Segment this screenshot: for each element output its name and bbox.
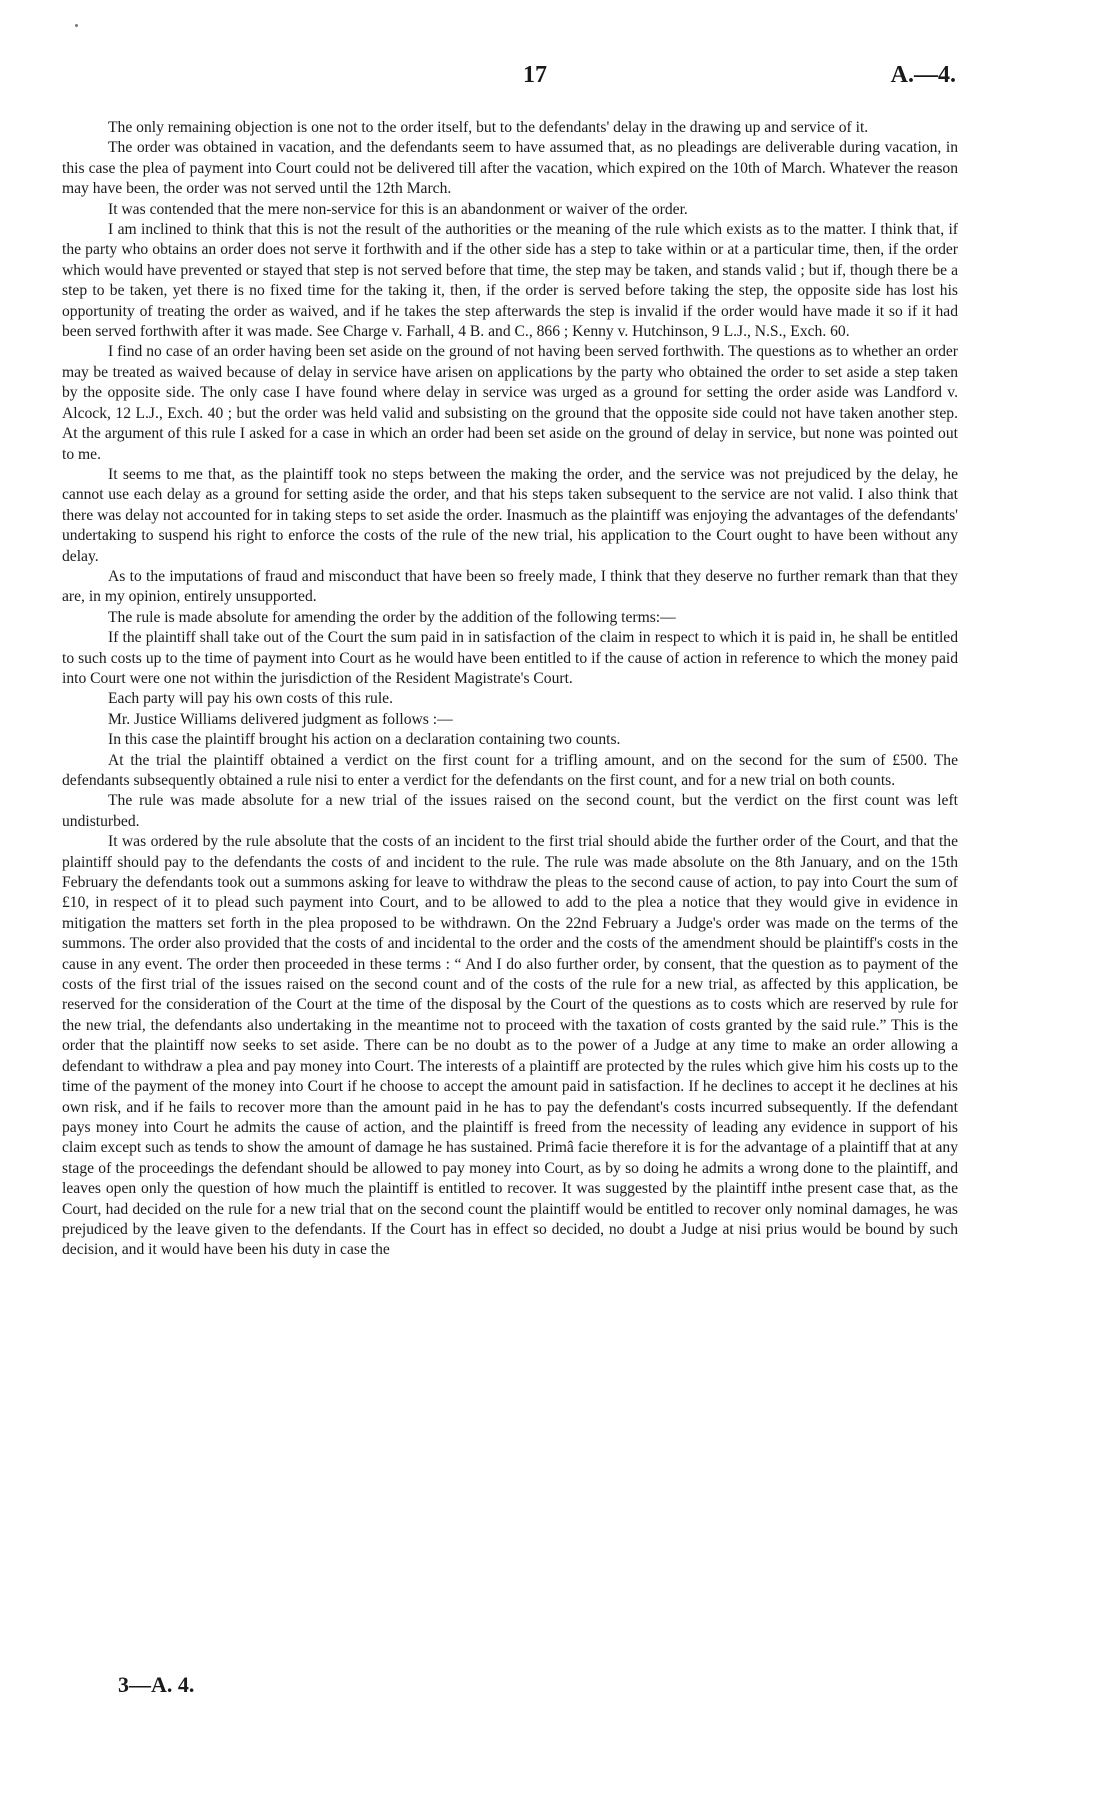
paragraph: Mr. Justice Williams delivered judgment as follows :— bbox=[108, 710, 453, 728]
document-reference: A.—4. bbox=[890, 62, 956, 88]
paragraph: It was contended that the mere non-service for this is an abandonment or waiver of the order. bbox=[108, 200, 688, 218]
paragraph: The rule was made absolute for a new trial of the issues raised on the second count, but the verdict on the first count was left undisturbed. bbox=[62, 792, 958, 830]
paragraph: It seems to me that, as the plaintiff took no steps between the making the order, and the service was not prejudiced by the delay, he cannot use each delay as a ground for setting aside the order, and that his steps taken subsequent to the service are not valid. I also think that there was delay not accounted for in taking steps to set aside the order. Inasmuch as the plaintiff was enjoying the advantages of the defendants' undertaking to suspend his right to enforce the costs of the rule of the new trial, his application to the Court ought to have been without any delay. bbox=[62, 465, 958, 565]
page-number: 17 bbox=[523, 62, 547, 88]
paragraph: The order was obtained in vacation, and the defendants seem to have assumed that, as no pleadings are deliverable during vacation, in this case the plea of payment into Court could not be delivered till after the vacation, which expired on the 10th of March. Whatever the reason may have been, the order was not served until the 12th March. bbox=[62, 139, 958, 198]
paragraph: I find no case of an order having been set aside on the ground of not having been served forthwith. The questions as to whether an order may be treated as waived because of delay in service have arisen on applications by the party who obtained the order to set aside a step taken by the opposite side. The only case I have found where delay in service was urged as a ground for setting the order aside was Landford v. Alcock, 12 L.J., Exch. 40 ; but the order was held valid and subsisting on the ground that the opposite side could not have taken another step. At the argument of this rule I asked for a case in which an order had been set aside on the ground of delay in service, but none was pointed out to me. bbox=[62, 343, 958, 463]
paragraph: The rule is made absolute for amending the order by the addition of the following terms:— bbox=[108, 608, 676, 626]
signature-mark: 3—A. 4. bbox=[118, 1672, 195, 1697]
paragraph: The only remaining objection is one not to the order itself, but to the defendants' delay in the drawing up and service of it. bbox=[108, 119, 869, 136]
body-text bbox=[62, 118, 958, 1261]
paragraph: Each party will pay his own costs of this rule. bbox=[108, 690, 393, 708]
page-header bbox=[0, 62, 1114, 92]
paragraph: I am inclined to think that this is not the result of the authorities or the meaning of the rule which exists as to the matter. I think that, if the party who obtains an order does not serve it forthwith and if the other side has a step to take within or at a particular time, then, if the order which would have prevented or stayed that step is not served before that time, the step may be taken, and stands valid ; but if, though there be a step to be taken, yet there is no fixed time for the taking it, then, if the order is served before taking the step, the opposite side has lost his opportunity of treating the order as waived, and if he takes the step afterwards the step is invalid if the order would have made it so if it had been served forthwith after it was made. See Charge v. Farhall, 4 B. and C., 866 ; Kenny v. Hutchinson, 9 L.J., N.S., Exch. 60. bbox=[62, 221, 958, 341]
paragraph: As to the imputations of fraud and misconduct that have been so freely made, I think that they deserve no further remark than that they are, in my opinion, entirely unsupported. bbox=[62, 567, 958, 606]
scan-speck bbox=[75, 24, 78, 27]
paragraph: It was ordered by the rule absolute that the costs of an incident to the first trial should abide the further order of the Court, and that the plaintiff should pay to the defendants the costs of and incident to the rule. The rule was made absolute on the 8th January, and on the 15th February the defendants took out a summons asking for leave to withdraw the pleas to the second cause of action, to pay into Court the sum of £10, in respect of it to plead such payment into Court, and to be allowed to add to the plea a notice that they would give in evidence in mitigation the matters set forth in the plea proposed to be withdrawn. On the 22nd February a Judge's order was made on the terms of the summons. The order also provided that the costs of and incidental to the order and the costs of the amendment should be plaintiff's costs in the cause in any event. The order then proceeded in these terms : “ And I do also further order, by consent, that the question as to payment of the costs of the first trial of the issues raised on the second count and of the costs of the rule for a new trial, as affected by this application, be reserved for the consideration of the Court at the time of the disposal by the Court of the questions as to costs which are reserved by rule for the new trial, the defendants also undertaking in the meantime not to proceed with the taxation of costs granted by the said rule.” This is the order that the plaintiff now seeks to set aside. There can be no doubt as to the power of a Judge at any time to make an order allowing a defendant to withdraw a plea and pay money into Court. The interests of a plaintiff are protected by the rules which give him his costs up to the time of the payment of the money into Court if he choose to accept the amount paid in satisfaction. If he declines to accept it he declines at his own risk, and if he fails to recover more than the amount paid in he has to pay the defendant's costs incurred subsequently. If the defendant pays money into Court he admits the cause of action, and the plaintiff is freed from the necessity of leading any evidence in support of his claim except such as tends to show the amount of damage he has sustained. Primâ facie therefore it is for the advantage of a plaintiff that at any stage of the proceedings the defendant should be allowed to pay money into Court, as by so doing he admits a wrong done to the plaintiff, and leaves open only the question of how much the plaintiff is entitled to recover. It was suggested by the plaintiff inthe present case that, as the Court, had decided on the rule for a new trial that on the second count the plaintiff would be entitled to recover only nominal damages, he was prejudiced by the leave given to the defendants. If the Court has in effect so decided, no doubt a Judge at nisi prius would be bound by such decision, and it would have been his duty in case the bbox=[62, 833, 958, 1259]
paragraph: In this case the plaintiff brought his action on a declaration containing two counts. bbox=[108, 731, 621, 749]
paragraph: If the plaintiff shall take out of the Court the sum paid in in satisfaction of the claim in respect to which it is paid in, he shall be entitled to such costs up to the time of payment into Court as he would have been entitled to if the cause of action in reference to which the money paid into Court were one not within the jurisdiction of the Resident Magistrate's Court. bbox=[62, 629, 958, 687]
paragraph: At the trial the plaintiff obtained a verdict on the first count for a trifling amount, and on the second for the sum of £500. The defendants subsequently obtained a rule nisi to enter a verdict for the defendants on the first count, and for a new trial on both counts. bbox=[62, 751, 958, 789]
